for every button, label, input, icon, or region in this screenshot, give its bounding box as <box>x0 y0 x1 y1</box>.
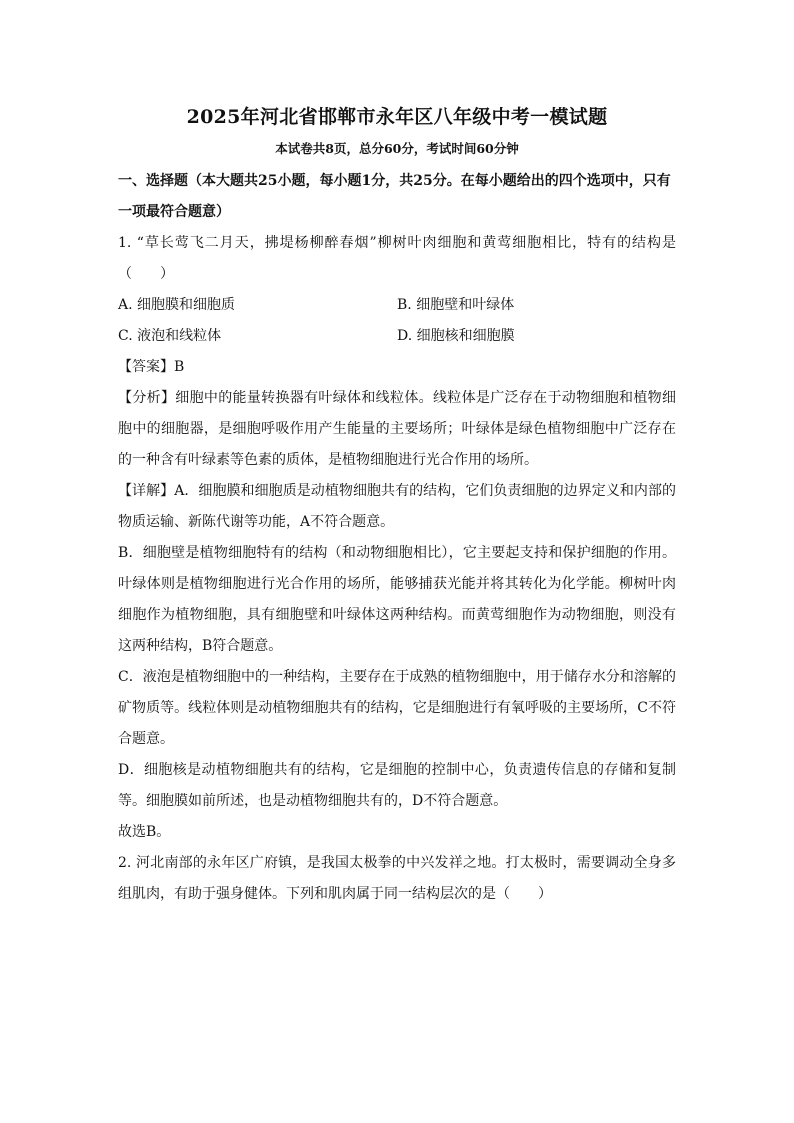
analysis-tag: 【分析】 <box>118 390 176 406</box>
analysis-paragraph <box>118 383 676 476</box>
question-2-stem: 2. 河北南部的永年区广府镇，是我国太极拳的中兴发祥之地。打太极时，需要调动全身多组肌肉，有助于强身健体。下列和肌肉属于同一结构层次的是（ ） <box>118 855 676 902</box>
answer: 【答案】B <box>118 359 185 375</box>
detail-b-paragraph: B．细胞壁是植物细胞特有的结构（和动物细胞相比），它主要起支持和保护细胞的作用。叶绿体则是植物细胞进行光合作用的场所，能够捕获光能并将其转化为化学能。柳树叶肉细胞作为植物细胞，具有细胞壁和叶绿体这两种结构。而黄莺细胞作为动物细胞，则没有这两种结构，B符合题意。 <box>118 545 676 654</box>
option-d: D. 细胞核和细胞膜 <box>397 328 515 344</box>
doc-title: 2025年河北省邯郸市永年区八年级中考一模试题 <box>186 106 608 128</box>
question-1-options-row-2 <box>118 321 676 352</box>
detail-d-paragraph: D．细胞核是动植物细胞共有的结构，它是细胞的控制中心，负责遗传信息的存储和复制等。细胞膜如前所述，也是动植物细胞共有的，D不符合题意。 <box>118 762 676 809</box>
conclusion: 故选B。 <box>118 824 171 840</box>
question-1-options-row-1 <box>118 290 676 321</box>
question-1-stem: 1. “草长莺飞二月天，拂堤杨柳醉春烟”柳树叶肉细胞和黄莺细胞相比，特有的结构是（ ） <box>118 235 676 282</box>
option-b: B. 细胞壁和叶绿体 <box>397 297 515 313</box>
detail-tag: 【详解】 <box>118 483 175 499</box>
detail-a-text: A．细胞膜和细胞质是动植物细胞共有的结构，它们负责细胞的边界定义和内部的物质运输、新陈代谢等功能，A不符合题意。 <box>118 483 677 530</box>
detail-a-paragraph <box>118 476 676 538</box>
option-c: C. 液泡和线粒体 <box>118 328 222 344</box>
doc-subtitle: 本试卷共8页，总分60分，考试时间60分钟 <box>275 141 519 156</box>
detail-c-paragraph: C．液泡是植物细胞中的一种结构，主要存在于成熟的植物细胞中，用于储存水分和溶解的矿物质等。线粒体则是动植物细胞共有的结构，它是细胞进行有氧呼吸的主要场所，C不符合题意。 <box>118 669 676 747</box>
section-heading: 一、选择题（本大题共25小题，每小题1分，共25分。在每小题给出的四个选项中，只有一项最符合题意） <box>118 173 671 220</box>
option-a: A. 细胞膜和细胞质 <box>118 297 236 313</box>
analysis-text: 细胞中的能量转换器有叶绿体和线粒体。线粒体是广泛存在于动物细胞和植物细胞中的细胞器，是细胞呼吸作用产生能量的主要场所；叶绿体是绿色植物细胞中广泛存在的一种含有叶绿素等色素的质体，是植物细胞进行光合作用的场所。 <box>118 390 677 468</box>
